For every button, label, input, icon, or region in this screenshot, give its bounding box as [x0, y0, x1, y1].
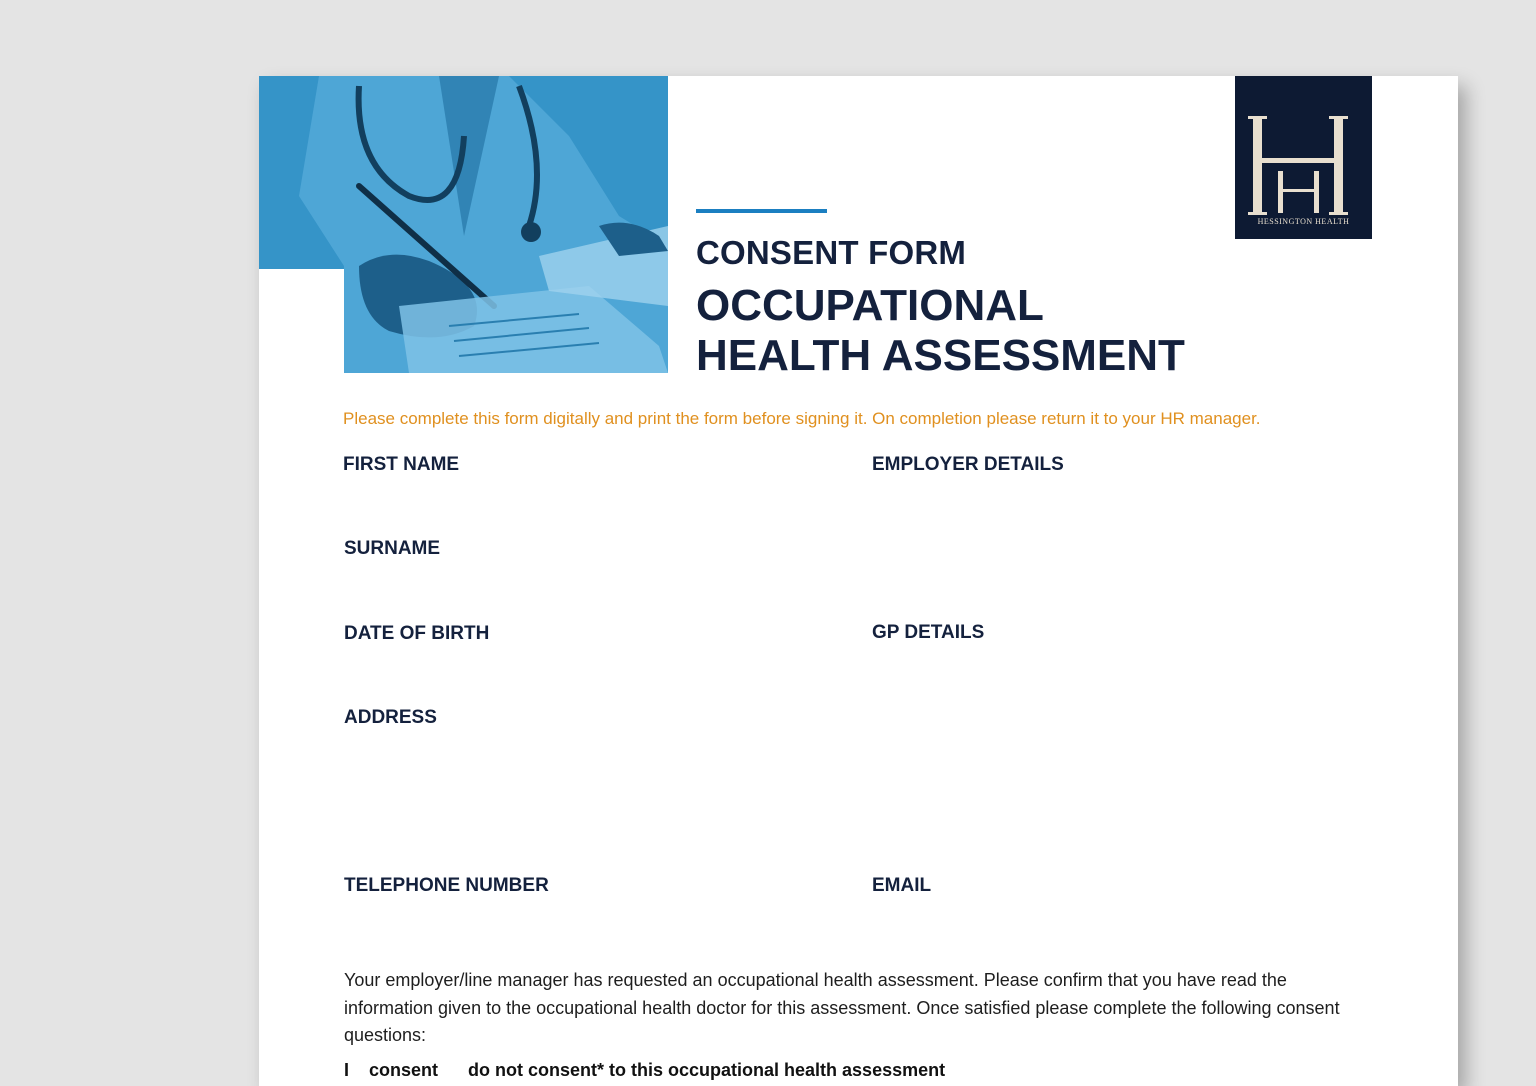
email-label: EMAIL	[872, 875, 932, 896]
consent-form-page	[259, 76, 1458, 1086]
hessington-health-logo	[1235, 76, 1372, 239]
title-line-1: OCCUPATIONAL	[696, 281, 1044, 330]
first-name-label: FIRST NAME	[343, 454, 460, 475]
intro-paragraph: Your employer/line manager has requested an occupational health assessment. Please confirm that you have read the information given to the occupational health doctor for this assessment. Once satisfied please complete the following consent questions:	[344, 970, 1340, 1045]
telephone-label: TELEPHONE NUMBER	[344, 875, 549, 896]
consent-statement: I consent do not consent* to this occupational health assessment	[344, 1060, 946, 1080]
form-kicker: CONSENT FORM	[696, 234, 967, 271]
title-line-2: HEALTH ASSESSMENT	[696, 331, 1185, 380]
title-accent-line	[696, 209, 827, 213]
page-title	[696, 281, 1185, 381]
doctor-writing-photo	[259, 76, 668, 373]
surname-label: SURNAME	[344, 538, 441, 559]
address-label: ADDRESS	[344, 707, 437, 728]
gp-details-label: GP DETAILS	[872, 622, 985, 643]
employer-details-label: EMPLOYER DETAILS	[872, 454, 1064, 475]
instruction-text: Please complete this form digitally and print the form before signing it. On completion please return it to your HR manager.	[343, 409, 1261, 428]
date-of-birth-label: DATE OF BIRTH	[344, 623, 490, 644]
logo-caption: HESSINGTON HEALTH	[1257, 217, 1350, 226]
